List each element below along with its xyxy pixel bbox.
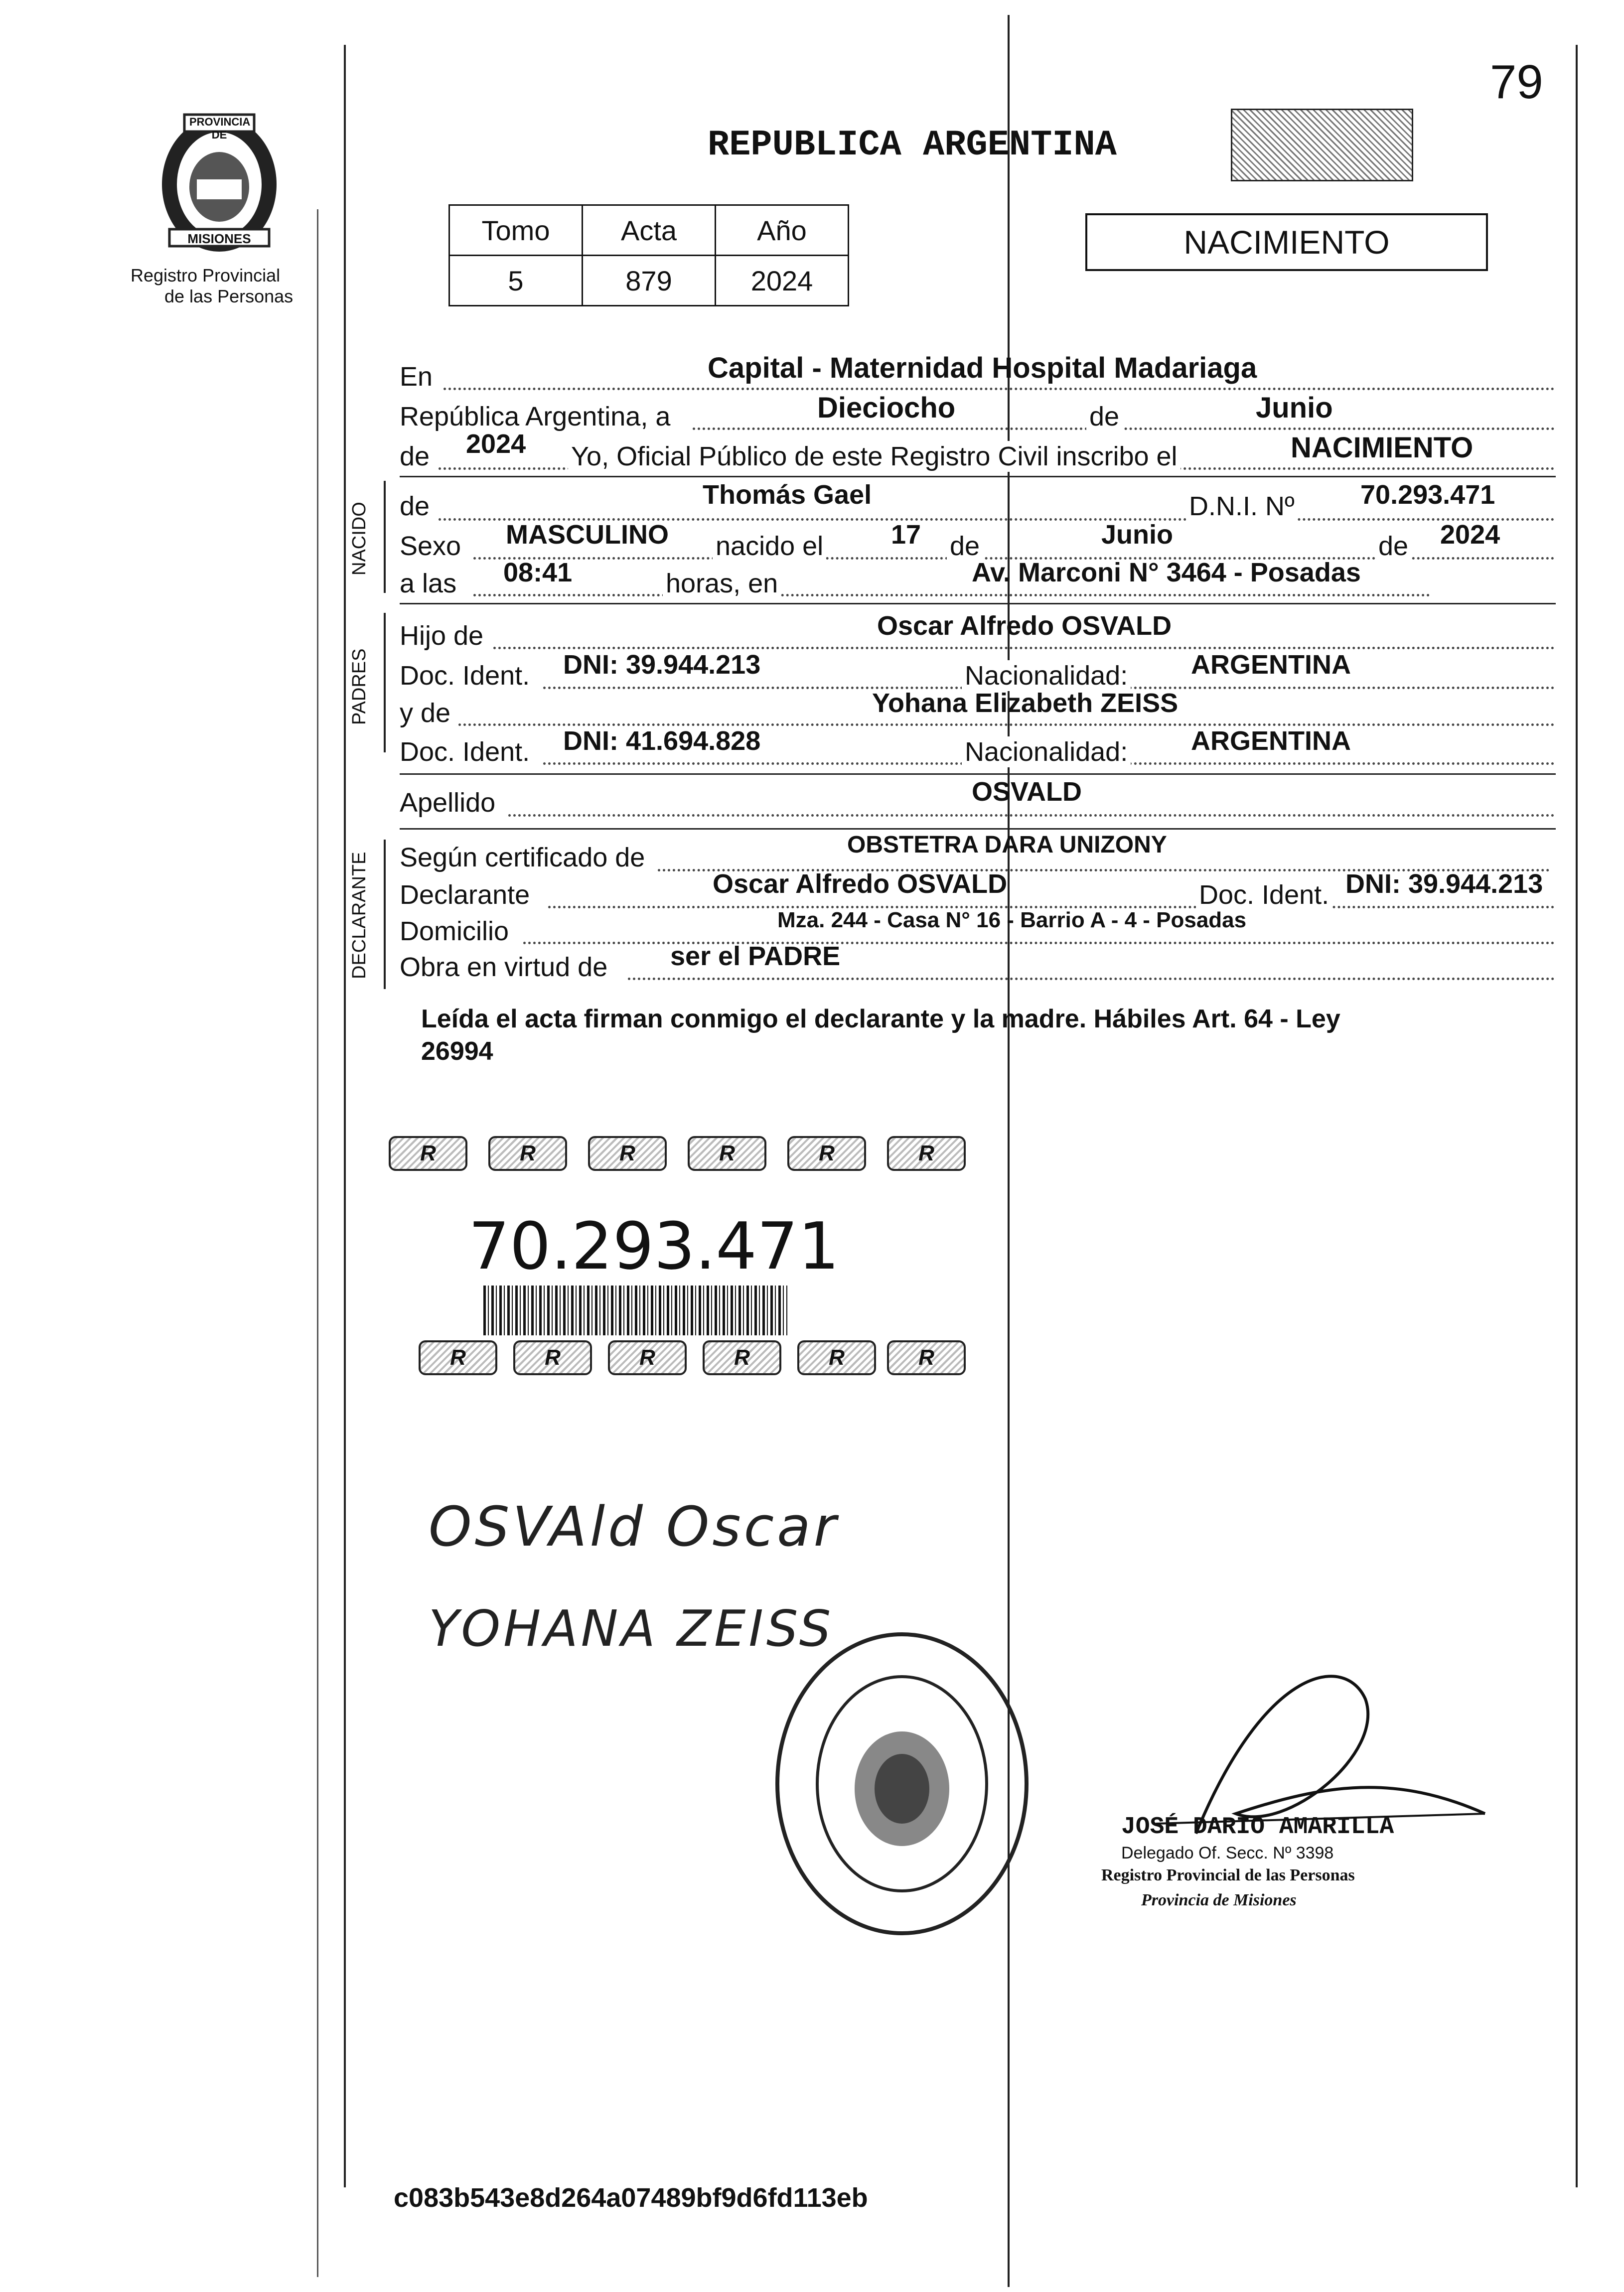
registry-name-line2: de las Personas (164, 286, 294, 306)
page-number: 79 (1490, 55, 1543, 109)
y-de-label: y de (400, 698, 451, 728)
province-logo (149, 110, 289, 259)
official-role: Delegado Of. Secc. Nº 3398 (1121, 1844, 1334, 1862)
table-header-acta: Acta (583, 205, 716, 256)
separator-4 (400, 828, 1556, 830)
obra-dots (628, 978, 1555, 980)
r-mark: R (389, 1136, 467, 1171)
cert-label: Según certificado de (400, 843, 645, 872)
legal-note-line1: Leída el acta firman conmigo el declarante y la madre. Hábiles Art. 64 - Ley (421, 1004, 1340, 1033)
father-doc-label: Doc. Ident. (400, 661, 530, 691)
month-value: Junio (1256, 392, 1333, 424)
hijo-de-label: Hijo de (400, 621, 484, 651)
official-province: Provincia de Misiones (1141, 1891, 1297, 1909)
record-table (448, 204, 849, 306)
de-month-label: de (1086, 401, 1122, 432)
decl-value: Oscar Alfredo OSVALD (713, 869, 1008, 899)
cert-value: OBSTETRA DARA UNIZONY (847, 832, 1167, 858)
r-mark: R (787, 1136, 866, 1171)
a-las-label: a las (400, 569, 457, 598)
dom-label: Domicilio (400, 916, 509, 946)
sexo-value: MASCULINO (506, 520, 669, 550)
r-mark: R (887, 1340, 966, 1375)
r-mark: R (703, 1340, 781, 1375)
place-value: Capital - Maternidad Hospital Madariaga (708, 352, 1257, 384)
nacido-el-label: nacido el (713, 531, 826, 562)
apellido-value: OSVALD (972, 777, 1082, 807)
nacido-de-label: de (400, 491, 430, 521)
section-label-declarante: DECLARANTE (349, 852, 370, 979)
obra-value: ser el PADRE (670, 941, 841, 971)
handwritten-signature-mother: YOHANA ZEISS (429, 1599, 834, 1658)
separator-2 (400, 603, 1556, 604)
apellido-dots (508, 814, 1555, 817)
margin-line-right (1576, 45, 1578, 2187)
official-seal (772, 1629, 1032, 1938)
logo-text-top: PROVINCIA DE (189, 116, 251, 141)
record-type-box (1085, 213, 1488, 271)
record-type-label: NACIMIENTO (1183, 224, 1390, 261)
seal-icon (772, 1629, 1032, 1938)
time-dots (473, 594, 1430, 596)
father-nat-value: ARGENTINA (1191, 650, 1351, 680)
dni-label: D.N.I. Nº (1186, 491, 1298, 522)
mother-nat-value: ARGENTINA (1191, 726, 1351, 756)
sticker-number: 70.293.471 (468, 1208, 840, 1284)
father-name-value: Oscar Alfredo OSVALD (877, 611, 1172, 641)
r-mark: R (419, 1340, 497, 1375)
logo-text-bottom: MISIONES (187, 231, 251, 246)
birth-address-value: Av. Marconi N° 3464 - Posadas (972, 558, 1361, 587)
event-value: NACIMIENTO (1291, 431, 1474, 464)
registry-name-line1: Registro Provincial (131, 265, 281, 286)
apellido-label: Apellido (400, 788, 496, 818)
table-value-ano: 2024 (716, 256, 849, 306)
handwritten-signature-father: OSVAld Oscar (429, 1495, 839, 1559)
decl-label: Declarante (400, 880, 530, 910)
en-label: En (400, 362, 433, 392)
r-mark: R (688, 1136, 766, 1171)
nacido-bracket (384, 481, 386, 593)
birth-de2-label: de (1375, 531, 1411, 562)
section-label-nacido: NACIDO (349, 502, 370, 575)
en-dots (443, 388, 1555, 390)
decl-doc-value: DNI: 39.944.213 (1345, 869, 1543, 899)
barcode (483, 1286, 787, 1335)
r-mark: R (887, 1136, 966, 1171)
mother-nat-label: Nacionalidad: (962, 736, 1131, 767)
margin-line-left (344, 45, 346, 2187)
day-words-value: Dieciocho (817, 392, 956, 424)
separator-1 (400, 476, 1556, 477)
section-label-padres: PADRES (349, 648, 370, 725)
republica-dots (693, 428, 1555, 430)
security-stamp (1231, 109, 1413, 181)
dni-sticker (384, 1136, 982, 1385)
official-name: JOSÉ DARIO AMARILLA (1121, 1814, 1394, 1841)
table-header-ano: Año (716, 205, 849, 256)
table-value-acta: 879 (583, 256, 716, 306)
decl-doc-label: Doc. Ident. (1196, 879, 1332, 910)
official-registry: Registro Provincial de las Personas (1101, 1866, 1355, 1884)
obra-label: Obra en virtud de (400, 952, 608, 982)
dom-value: Mza. 244 - Casa N° 16 - Barrio A - 4 - Posadas (777, 908, 1247, 932)
year-value: 2024 (466, 429, 526, 459)
mother-doc-value: DNI: 41.694.828 (563, 726, 761, 756)
padres-bracket (384, 613, 386, 752)
mother-doc-label: Doc. Ident. (400, 737, 530, 767)
table-value-tomo: 5 (449, 256, 583, 306)
republica-label: República Argentina, a (400, 402, 671, 431)
mother-name-value: Yohana Elizabeth ZEISS (872, 688, 1179, 718)
r-mark: R (588, 1136, 667, 1171)
birth-time-value: 08:41 (503, 558, 573, 587)
r-mark: R (488, 1136, 567, 1171)
document-hash: c083b543e8d264a07489bf9d6fd113eb (394, 2183, 868, 2213)
legal-note-line2: 26994 (421, 1037, 493, 1066)
year-prefix-label: de (400, 441, 430, 471)
child-name-value: Thomás Gael (703, 480, 872, 510)
birth-month-value: Junio (1101, 520, 1173, 550)
child-dni-value: 70.293.471 (1360, 480, 1495, 510)
horas-label: horas, en (663, 568, 781, 599)
page-title: REPUBLICA ARGENTINA (708, 125, 1117, 165)
margin-line-left-2 (317, 209, 318, 2277)
birth-year-value: 2024 (1440, 520, 1500, 550)
r-mark: R (513, 1340, 592, 1375)
r-mark: R (608, 1340, 687, 1375)
sexo-label: Sexo (400, 531, 461, 561)
father-nat-label: Nacionalidad: (962, 660, 1131, 691)
separator-3 (400, 773, 1556, 775)
declarante-bracket (384, 840, 386, 989)
r-mark: R (797, 1340, 876, 1375)
table-header-tomo: Tomo (449, 205, 583, 256)
birth-de1-label: de (947, 531, 983, 562)
inscribe-text: Yo, Oficial Público de este Registro Civil inscribo el (568, 441, 1181, 472)
birth-day-value: 17 (891, 520, 921, 550)
father-doc-value: DNI: 39.944.213 (563, 650, 761, 680)
